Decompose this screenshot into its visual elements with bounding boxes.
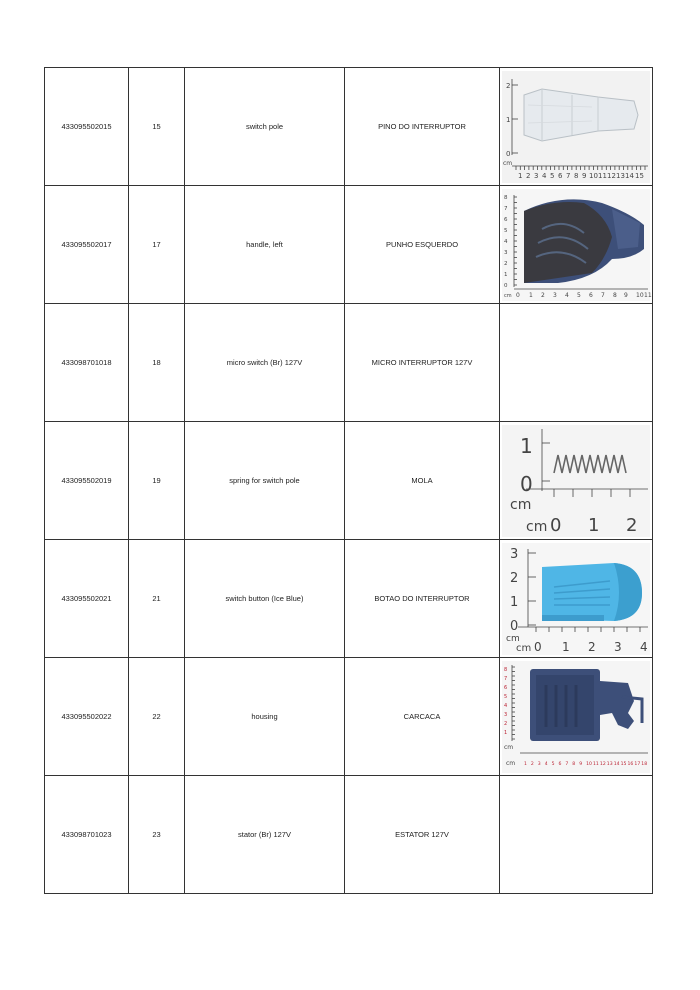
parts-table	[44, 67, 653, 894]
part-image-cell	[500, 422, 653, 540]
ruler-y-label: 8	[504, 194, 508, 201]
ruler-unit: cm	[506, 633, 520, 644]
ruler-x-label: 0	[550, 514, 562, 536]
description-pt: BOTAO DO INTERRUPTOR	[345, 540, 500, 658]
ruler-x-label: 6	[558, 171, 563, 180]
description-en: housing	[185, 658, 345, 776]
ruler-y-label: 1	[510, 594, 519, 610]
ruler-x-label: 11	[598, 171, 607, 180]
description-pt: MOLA	[345, 422, 500, 540]
part-number: 433095502015	[45, 68, 129, 186]
ruler-x-label: 0	[516, 291, 520, 299]
table-row	[45, 304, 653, 422]
position-number: 15	[129, 68, 185, 186]
ruler-y-label: 0	[506, 149, 511, 158]
ruler-x-label: 10	[586, 761, 592, 767]
ruler-unit-x: cm	[516, 642, 532, 654]
ruler-x-label: 8	[572, 761, 576, 767]
ruler-x-label: 1	[588, 514, 600, 536]
ruler-unit-x: cm	[526, 518, 548, 535]
description-en: stator (Br) 127V	[185, 776, 345, 894]
ruler-x-label: 3	[534, 171, 539, 180]
ruler-x-label: 10	[636, 291, 644, 299]
ruler-y-label: 5	[504, 693, 508, 700]
part-number: 433095502019	[45, 422, 129, 540]
ruler-x-label: 1	[524, 761, 527, 767]
ruler-y-label: 5	[504, 227, 508, 234]
part-image-cell	[500, 658, 653, 776]
ruler-y-label: 2	[510, 570, 519, 586]
ruler-y-label: 0	[504, 282, 508, 289]
position-number: 19	[129, 422, 185, 540]
position-number: 17	[129, 186, 185, 304]
ruler-x-label: 15	[620, 761, 627, 767]
part-number: 433098701018	[45, 304, 129, 422]
ruler-y-label: 1	[504, 729, 508, 736]
ruler-x-label: 7	[601, 291, 605, 299]
part-image-cell	[500, 186, 653, 304]
table-row	[45, 186, 653, 304]
description-pt: ESTATOR 127V	[345, 776, 500, 894]
description-en: spring for switch pole	[185, 422, 345, 540]
table-row	[45, 422, 653, 540]
ruler-unit-x: cm	[506, 759, 516, 767]
ruler-x-label: 9	[582, 171, 587, 180]
ruler-x-label: 16	[627, 761, 634, 767]
ruler-x-label: 4	[565, 291, 569, 299]
ruler-unit: cm	[504, 743, 514, 751]
ruler-x-label: 6	[589, 291, 593, 299]
table-row	[45, 540, 653, 658]
switch-pole-photo	[502, 71, 650, 183]
ruler-x-label: 1	[562, 639, 570, 654]
position-number: 23	[129, 776, 185, 894]
ruler-y-label: 3	[504, 249, 508, 256]
ruler-y-label: 3	[504, 711, 508, 718]
description-en: micro switch (Br) 127V	[185, 304, 345, 422]
ruler-y-label: 7	[504, 205, 508, 212]
ruler-y-label: 6	[504, 684, 508, 691]
ruler-y-label: 2	[506, 81, 511, 90]
ruler-unit: cm	[504, 292, 512, 299]
ruler-y-label: 1	[504, 271, 508, 278]
ruler-y-label: 6	[504, 216, 508, 223]
ruler-y-label: 1	[506, 115, 511, 124]
table-row	[45, 68, 653, 186]
ruler-x-label: 5	[551, 761, 555, 767]
ruler-x-label: 1	[529, 291, 533, 299]
ruler-x-label: 1	[518, 171, 523, 180]
ruler-x-label: 4	[542, 171, 547, 180]
ruler-x-label: 3	[553, 291, 557, 299]
ruler-x-label: 7	[566, 171, 571, 180]
ruler-x-label: 2	[541, 291, 545, 299]
ruler-y-label: 2	[504, 720, 508, 727]
ruler-x-label: 13	[616, 171, 625, 180]
ruler-y-label: 2	[504, 260, 508, 267]
ruler-x-label: 4	[544, 761, 548, 767]
ruler-x-label: 12	[607, 171, 616, 180]
description-pt: PINO DO INTERRUPTOR	[345, 68, 500, 186]
ruler-x-label: 15	[635, 171, 644, 180]
position-number: 21	[129, 540, 185, 658]
description-pt: PUNHO ESQUERDO	[345, 186, 500, 304]
ruler-unit: cm	[510, 496, 532, 513]
ruler-y-label: 0	[520, 471, 533, 496]
ruler-x-label: 3	[537, 761, 541, 767]
ruler-y-label: 4	[504, 702, 508, 709]
part-number: 433095502022	[45, 658, 129, 776]
ruler-x-label: 18	[641, 761, 648, 767]
ruler-y-label: 7	[504, 675, 508, 682]
ruler-x-label: 2	[626, 514, 638, 536]
table-row	[45, 658, 653, 776]
ruler-x-label: 3	[614, 639, 622, 654]
ruler-x-label: 4	[640, 639, 648, 654]
part-number: 433095502021	[45, 540, 129, 658]
ruler-x-label: 10	[589, 171, 598, 180]
part-image-cell	[500, 68, 653, 186]
ruler-x-label: 9	[624, 291, 628, 299]
table-row	[45, 776, 653, 894]
part-image-cell	[500, 540, 653, 658]
ruler-x-label: 5	[577, 291, 581, 299]
ruler-x-label: 9	[579, 761, 583, 767]
ruler-x-label: 11	[593, 761, 599, 767]
ruler-y-label: 1	[520, 433, 533, 458]
ruler-x-label: 13	[606, 761, 613, 767]
ruler-unit: cm	[503, 159, 513, 167]
ruler-y-label: 8	[504, 666, 508, 673]
part-number: 433095502017	[45, 186, 129, 304]
part-image-cell-empty	[500, 304, 653, 422]
ruler-x-label: 12	[599, 761, 606, 767]
position-number: 18	[129, 304, 185, 422]
ruler-x-label: 17	[634, 761, 641, 767]
ruler-y-label: 0	[510, 618, 519, 634]
ruler-x-label: 11	[644, 291, 652, 299]
description-en: switch pole	[185, 68, 345, 186]
ruler-x-label: 0	[534, 639, 542, 654]
ruler-x-label: 8	[613, 291, 617, 299]
ruler-y-label: 4	[504, 238, 508, 245]
description-pt: CARCACA	[345, 658, 500, 776]
description-en: handle, left	[185, 186, 345, 304]
handle-left-photo	[502, 189, 650, 301]
housing-photo	[502, 661, 650, 773]
ruler-x-label: 5	[550, 171, 555, 180]
ruler-x-label: 14	[613, 761, 620, 767]
part-number: 433098701023	[45, 776, 129, 894]
ruler-x-label: 8	[574, 171, 579, 180]
ruler-x-label: 7	[565, 761, 569, 767]
description-en: switch button (Ice Blue)	[185, 540, 345, 658]
position-number: 22	[129, 658, 185, 776]
ruler-x-label: 2	[588, 639, 596, 654]
ruler-x-label: 2	[530, 761, 534, 767]
spring-photo	[502, 425, 650, 537]
ruler-y-label: 3	[510, 546, 519, 562]
description-pt: MICRO INTERRUPTOR 127V	[345, 304, 500, 422]
part-image-cell-empty	[500, 776, 653, 894]
ruler-x-label: 14	[625, 171, 634, 180]
switch-button-photo	[502, 543, 650, 655]
ruler-x-label: 6	[558, 761, 562, 767]
ruler-x-label: 2	[526, 171, 531, 180]
